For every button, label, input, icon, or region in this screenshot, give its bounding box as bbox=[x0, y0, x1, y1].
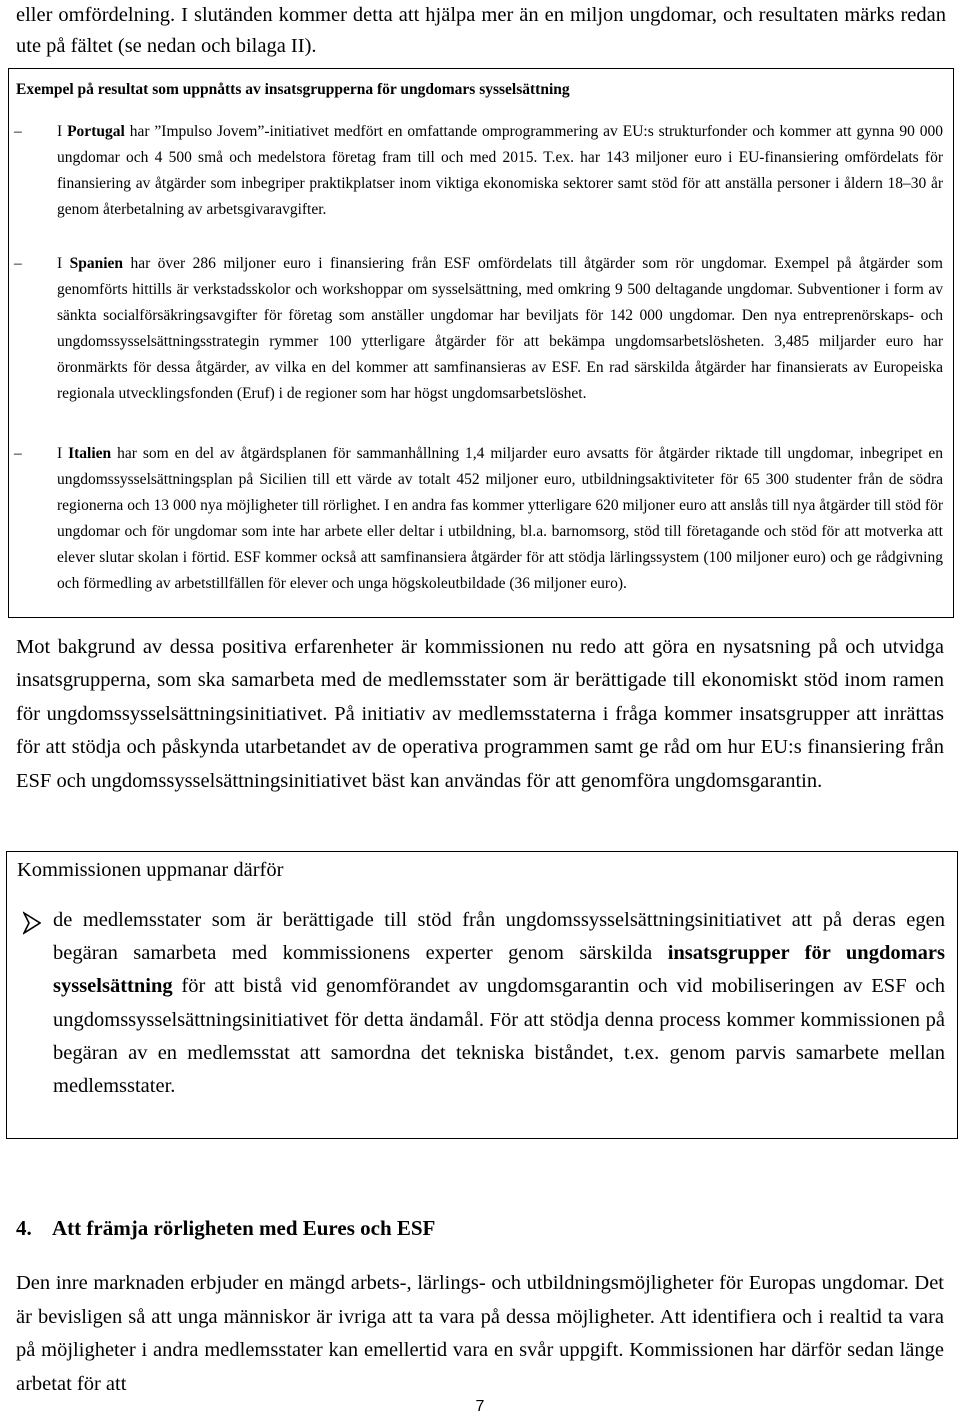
call-to-action-box bbox=[6, 851, 958, 1139]
middle-paragraph: Mot bakgrund av dessa positiva erfarenheter är kommissionen nu redo att göra en nysatsning på och utvidga insatsgrupperna, som ska samarbeta med de medlemsstater som är berättigade till ekonomiskt stöd inom ramen för ungdomssysselsättningsinitiativet. På initiativ av medlemsstaterna i fråga kommer insatsgrupper att inrättas för att stödja och påskynda utarbetandet av de operativa programmen samt ge råd om hur EU:s finansiering från ESF och ungdomssysselsättningsinitiativet bäst kan användas för att genomföra ungdomsgarantin. bbox=[16, 636, 944, 792]
section-heading bbox=[16, 1213, 435, 1243]
country-name: Spanien bbox=[69, 255, 124, 272]
call-to-action-text: de medlemsstater som är berättigade till stöd från ungdomssysselsättningsinitiativet att på deras egen begäran samarbeta med kommissionens experter genom särskilda insatsgrupper för ungdomars sysselsättning för att bistå vid genomförandet av ungdomsgarantin och vid mobiliseringen av ESF och ungdomssysselsättningsinitiativet för detta ändamål. För att stödja denna process kommer kommissionen på begäran av en medlemsstat att samordna det tekniska biståndet, t.ex. genom parvis samarbete mellan medlemsstater. bbox=[53, 909, 945, 1098]
examples-box-heading: Exempel på resultat som uppnåtts av insatsgrupperna för ungdomars sysselsättning bbox=[16, 81, 570, 98]
list-item-text: I Spanien har över 286 miljoner euro i finansiering från ESF omfördelats till åtgärder som rör ungdomar. Exempel på åtgärder som genomförts hittills är verkstadsskolor och workshoppar om sysselsättning, med omkring 9 500 deltagande ungdomar. Subventioner i form av sänkta socialförsäkringsavgifter för företag som anställer ungdomar har beviljats för 142 000 ungdomar. Den nya entreprenörskaps- och ungdomssysselsättningsstrategin rymmer 100 ytterligare åtgärder för att bekämpa ungdomsarbetslösheten. 3,485 miljarder euro har öronmärkts för dessa åtgärder, av vilka en del kommer att samfinansieras av ESF. En rad särskilda åtgärder har finansierats av Europeiska regionala utvecklingsfonden (Eruf) i de regioner som har högst ungdomsarbetslöshet. bbox=[57, 255, 943, 402]
dash-bullet-icon: – bbox=[14, 445, 22, 462]
dash-bullet-icon: – bbox=[14, 123, 22, 140]
section-title: Att främja rörligheten med Eures och ESF bbox=[52, 1216, 436, 1240]
page-number: 7 bbox=[475, 1398, 485, 1415]
arrow-bullet-icon bbox=[23, 910, 41, 936]
dash-bullet-icon: – bbox=[14, 255, 22, 272]
section-number: 4. bbox=[16, 1216, 32, 1240]
country-name: Portugal bbox=[67, 123, 125, 140]
examples-box bbox=[8, 68, 954, 618]
call-to-action-heading: Kommissionen uppmanar därför bbox=[17, 859, 284, 881]
country-name: Italien bbox=[68, 445, 112, 462]
list-item-text: I Portugal har ”Impulso Jovem”-initiativet medfört en omfattande omprogrammering av EU:s strukturfonder och kommer att gynna 90 000 ungdomar och 4 500 små och medelstora företag fram till och med 2015. T.ex. har 143 miljoner euro i EU-finansiering omfördelats för finansiering av åtgärder som inbegriper praktikplatser inom viktiga ekonomiska sektorer samt stöd för att anställa personer i åldern 18–30 år genom återbetalning av arbetsgivaravgifter. bbox=[57, 123, 943, 218]
bold-phrase: insatsgrupper för ungdomars sysselsättning bbox=[53, 942, 945, 998]
list-item-text: I Italien har som en del av åtgärdsplanen för sammanhållning 1,4 miljarder euro avsatts för åtgärder riktade till ungdomar, inbegripet en ungdomssysselsättningsplan på Sicilien till ett värde av totalt 452 miljoner euro, utbildningsaktiviteter för 65 300 studenter från de södra regionerna och 13 000 nya möjligheter till rörlighet. I en andra fas kommer ytterligare 620 miljoner euro att anslås till nya åtgärder till stöd för ungdomar och för ungdomar som inte har arbete eller deltar i utbildning, bl.a. barnomsorg, stöd till företagande och stöd för att motverka att elever slutar skolan i förtid. ESF kommer också att samfinansiera åtgärder för att stödja lärlingssystem (100 miljoner euro) och ge rådgivning och förmedling av arbetstillfällen för elever och unga högskoleutbildade (36 miljoner euro). bbox=[57, 445, 943, 592]
top-paragraph: eller omfördelning. I slutänden kommer detta att hjälpa mer än en miljon ungdomar, och resultaten märks redan ute på fältet (se nedan och bilaga II). bbox=[16, 4, 946, 57]
bottom-paragraph: Den inre marknaden erbjuder en mängd arbets-, lärlings- och utbildningsmöjligheter för Europas ungdomar. Det är bevisligen så att unga människor är ivriga att ta vara på dessa möjligheter. Att identifiera och i realtid ta vara på möjligheter i andra medlemsstater kan emellertid vara en svår uppgift. Kommissionen har därför sedan länge arbetat för att bbox=[16, 1272, 944, 1395]
